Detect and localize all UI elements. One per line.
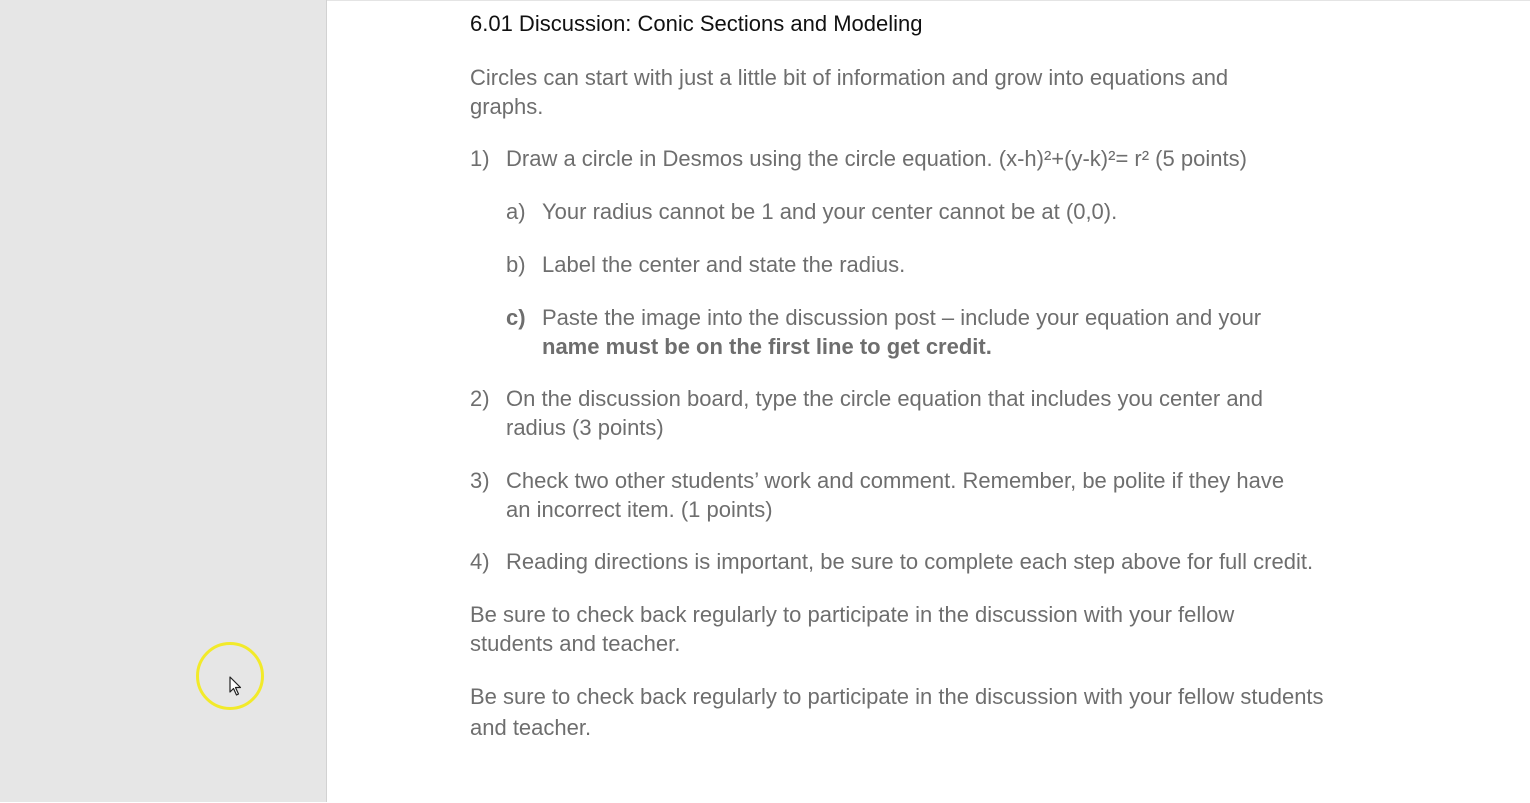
left-sidebar bbox=[0, 0, 327, 802]
document-title: 6.01 Discussion: Conic Sections and Modeling bbox=[470, 11, 923, 36]
item-1a-letter: a) bbox=[506, 199, 526, 224]
closing-1-line-2: students and teacher. bbox=[470, 631, 681, 656]
item-1a-text: Your radius cannot be 1 and your center cannot be at (0,0). bbox=[542, 199, 1118, 224]
item-1c-text-line-2: name must be on the first line to get credit. bbox=[542, 334, 992, 359]
item-1c-text-line-1: Paste the image into the discussion post – include your equation and your bbox=[542, 305, 1262, 330]
item-3-text-line-1: Check two other students’ work and comment. Remember, be polite if they have bbox=[506, 468, 1285, 493]
closing-2-line-2: and teacher. bbox=[470, 715, 592, 740]
item-2-text-line-1: On the discussion board, type the circle equation that includes you center and bbox=[506, 386, 1264, 411]
intro-line-2: graphs. bbox=[470, 94, 544, 119]
item-1c-letter: c) bbox=[506, 305, 526, 330]
item-3-number: 3) bbox=[470, 468, 490, 493]
document-page bbox=[327, 0, 1530, 803]
item-1b-letter: b) bbox=[506, 252, 526, 277]
intro-line-1: Circles can start with just a little bit of information and grow into equations and bbox=[470, 65, 1229, 90]
item-1b-text: Label the center and state the radius. bbox=[542, 252, 906, 277]
item-3-text-line-2: an incorrect item. (1 points) bbox=[506, 497, 773, 522]
item-1-text: Draw a circle in Desmos using the circle equation. (x-h)²+(y-k)²= r² (5 points) bbox=[506, 146, 1247, 171]
closing-2-line-1: Be sure to check back regularly to participate in the discussion with your fellow students bbox=[470, 684, 1324, 709]
item-2-number: 2) bbox=[470, 386, 490, 411]
mouse-pointer-icon bbox=[229, 676, 243, 696]
item-4-number: 4) bbox=[470, 549, 490, 574]
closing-1-line-1: Be sure to check back regularly to participate in the discussion with your fellow bbox=[470, 602, 1235, 627]
item-2-text-line-2: radius (3 points) bbox=[506, 415, 664, 440]
item-1-number: 1) bbox=[470, 146, 490, 171]
item-4-text: Reading directions is important, be sure to complete each step above for full credit. bbox=[506, 549, 1314, 574]
